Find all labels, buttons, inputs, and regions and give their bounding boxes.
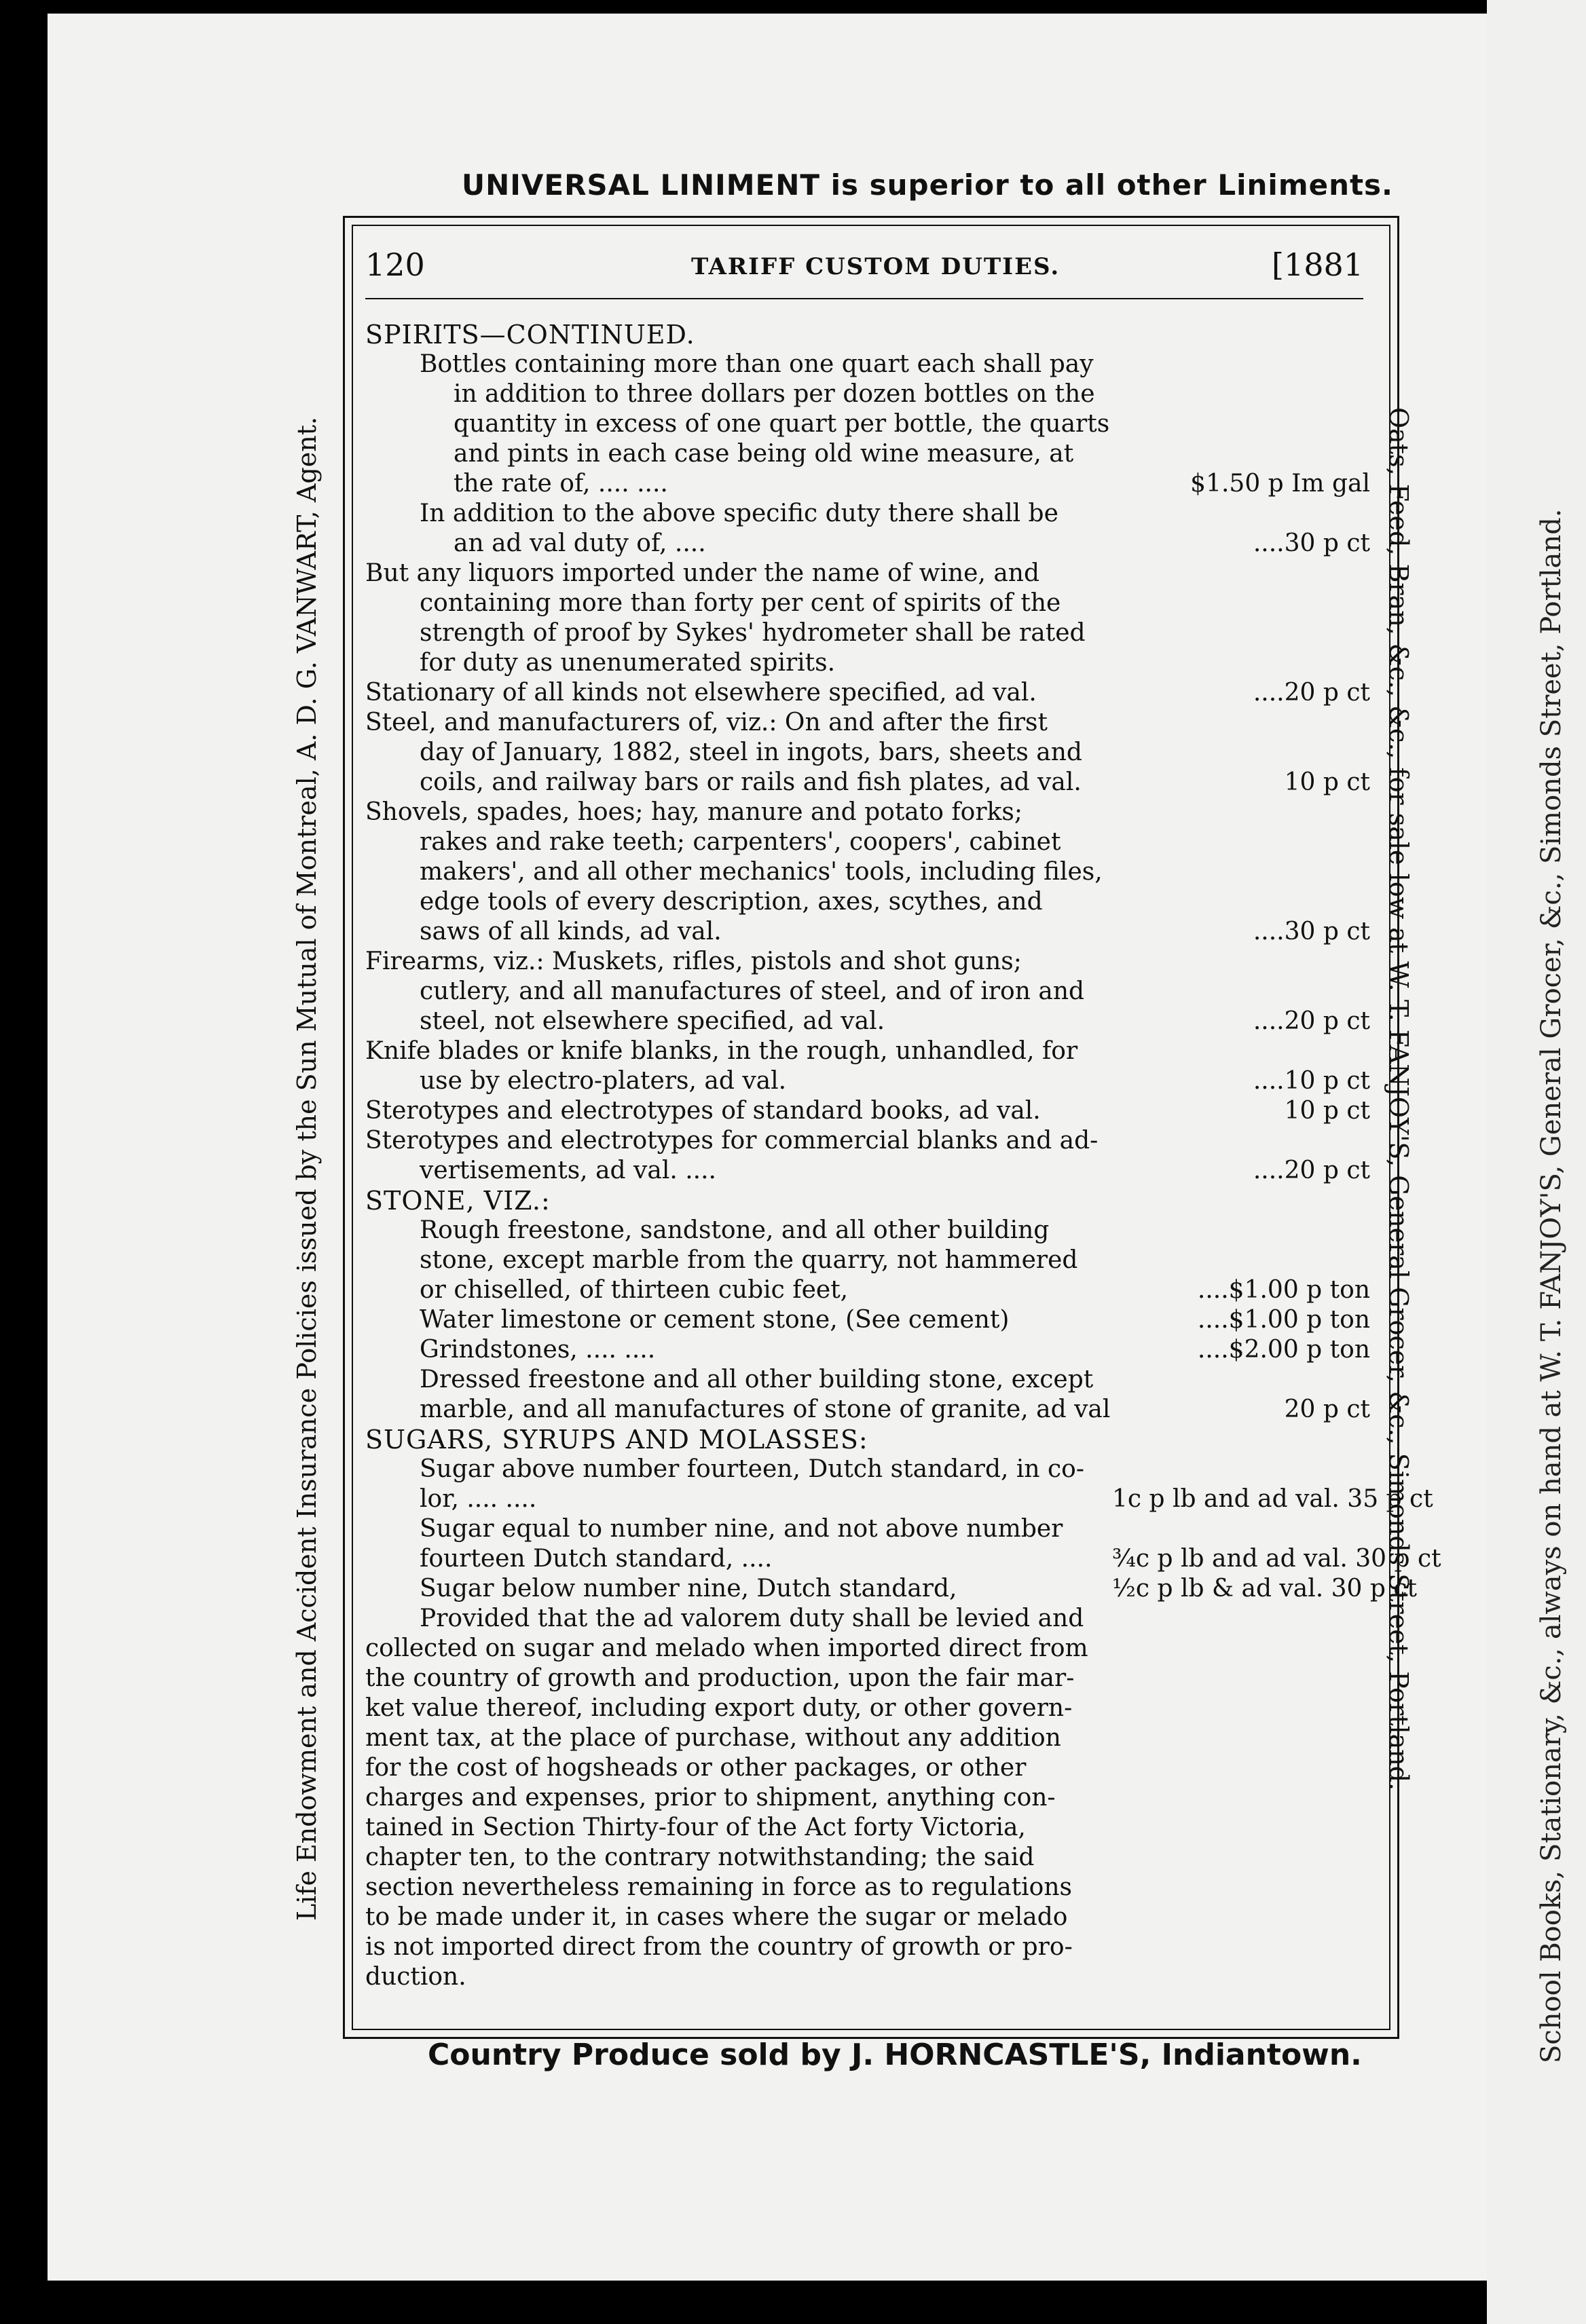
- tariff-line-text: SPIRITS—CONTINUED.: [365, 320, 695, 350]
- tariff-line-text: Knife blades or knife blanks, in the rough, unhandled, for: [365, 1037, 1078, 1065]
- tariff-line-text: lor, .... ....: [420, 1485, 537, 1513]
- tariff-line-text: rakes and rake teeth; carpenters', coopers', cabinet: [420, 828, 1061, 856]
- tariff-line-text: cutlery, and all manufactures of steel, and of iron and: [420, 977, 1085, 1005]
- tariff-line-text: or chiselled, of thirteen cubic feet,: [420, 1276, 849, 1304]
- tariff-line-text: But any liquors imported under the name of wine, and: [365, 559, 1040, 587]
- tariff-line-text: Steel, and manufacturers of, viz.: On and after the first: [365, 709, 1048, 736]
- tariff-line-text: for duty as unenumerated spirits.: [420, 649, 836, 677]
- duty-rate: ....20 p ct: [1253, 679, 1370, 707]
- tariff-line-text: makers', and all other mechanics' tools, including files,: [420, 858, 1103, 886]
- tariff-line-text: an ad val duty of, ....: [454, 529, 706, 557]
- tariff-line: [365, 1813, 1370, 1843]
- tariff-line-text: Sterotypes and electrotypes for commercial blanks and ad-: [365, 1127, 1099, 1155]
- tariff-line-text: Sterotypes and electrotypes of standard books, ad val.: [365, 1097, 1041, 1125]
- duty-rate: 1c p lb and ad val. 35 p ct: [1112, 1485, 1433, 1513]
- tariff-line: [365, 1723, 1370, 1753]
- duty-rate: 10 p ct: [1284, 1097, 1370, 1125]
- tariff-line: [365, 1245, 1370, 1275]
- duty-rate: 20 p ct: [1284, 1395, 1370, 1423]
- duty-rate: ¾c p lb and ad val. 30 p ct: [1112, 1545, 1441, 1573]
- tariff-line-text: strength of proof by Sykes' hydrometer shall be rated: [420, 619, 1086, 647]
- tariff-line-text: ket value thereof, including export duty, or other govern-: [365, 1694, 1073, 1722]
- tariff-line-text: Rough freestone, sandstone, and all other building: [420, 1216, 1050, 1244]
- tariff-line: [365, 1066, 1370, 1096]
- tariff-line-text: SUGARS, SYRUPS AND MOLASSES:: [365, 1425, 868, 1455]
- tariff-line-text: fourteen Dutch standard, ....: [420, 1545, 773, 1573]
- tariff-line-text: collected on sugar and melado when imported direct from: [365, 1634, 1088, 1662]
- tariff-line-text: Dressed freestone and all other building stone, except: [420, 1366, 1094, 1393]
- page-frame: [343, 216, 1441, 2039]
- duty-rate: ....20 p ct: [1253, 1157, 1370, 1184]
- tariff-line-text: ment tax, at the place of purchase, without any addition: [365, 1724, 1061, 1752]
- tariff-line: [365, 1156, 1370, 1186]
- tariff-line-text: section nevertheless remaining in force as to regulations: [365, 1873, 1072, 1901]
- tariff-line-text: Sugar below number nine, Dutch standard,: [420, 1575, 957, 1603]
- duty-rate: ....$1.00 p ton: [1197, 1276, 1370, 1304]
- left-margin-advertisement: Life Endowment and Accident Insurance Policies issued by the Sun Mutual of Montreal, A. D. G. VANWART, Agent.: [292, 416, 322, 1921]
- tariff-line: [365, 1843, 1370, 1873]
- tariff-line: [365, 1425, 1370, 1455]
- tariff-line-text: Stationary of all kinds not elsewhere specified, ad val.: [365, 679, 1037, 707]
- tariff-line: [365, 1186, 1370, 1216]
- tariff-line-text: vertisements, ad val. ....: [420, 1157, 716, 1184]
- tariff-line: [365, 1962, 1370, 1992]
- tariff-line: [365, 1873, 1370, 1903]
- tariff-line: [365, 887, 1370, 917]
- tariff-line: [365, 1455, 1370, 1484]
- tariff-line: [365, 379, 1370, 409]
- tariff-line: [365, 648, 1370, 678]
- tariff-line: [365, 1126, 1370, 1156]
- tariff-line: [365, 917, 1370, 947]
- tariff-line-text: Sugar equal to number nine, and not above number: [420, 1515, 1063, 1543]
- tariff-line-text: the country of growth and production, upon the fair mar-: [365, 1664, 1075, 1692]
- tariff-line-text: marble, and all manufactures of stone of granite, ad val: [420, 1395, 1111, 1423]
- tariff-line: [365, 1604, 1370, 1634]
- duty-rate: ....$2.00 p ton: [1197, 1336, 1370, 1364]
- tariff-line: [365, 1693, 1370, 1723]
- tariff-line-text: charges and expenses, prior to shipment, anything con-: [365, 1784, 1056, 1812]
- tariff-line: [365, 947, 1370, 977]
- page-year: [1881: [1271, 246, 1363, 283]
- duty-rate: ....30 p ct: [1253, 529, 1370, 557]
- tariff-line: [365, 1514, 1370, 1544]
- tariff-line-text: quantity in excess of one quart per bottle, the quarts: [454, 410, 1110, 438]
- tariff-line-text: for the cost of hogsheads or other packages, or other: [365, 1754, 1027, 1782]
- tariff-line-text: edge tools of every description, axes, scythes, and: [420, 888, 1043, 916]
- tariff-line: [365, 1932, 1370, 1962]
- tariff-line-text: tained in Section Thirty-four of the Act forty Victoria,: [365, 1814, 1026, 1841]
- tariff-line: [365, 1036, 1370, 1066]
- header-rule: [365, 298, 1363, 299]
- tariff-line-text: the rate of, .... ....: [454, 470, 668, 498]
- tariff-line-text: Shovels, spades, hoes; hay, manure and potato forks;: [365, 798, 1022, 826]
- tariff-line: [365, 1365, 1370, 1395]
- tariff-line-text: Provided that the ad valorem duty shall be levied and: [420, 1605, 1084, 1632]
- tariff-line: [365, 738, 1370, 768]
- tariff-line: [365, 409, 1370, 439]
- spine-advertisement: School Books, Stationary, &c., always on hand at W. T. FANJOY'S, General Grocer, &c., Simonds Street, Portland.: [1536, 508, 1567, 2063]
- tariff-line: [365, 1574, 1417, 1604]
- tariff-line: [365, 499, 1370, 529]
- tariff-line: [365, 1753, 1370, 1783]
- tariff-line-text: coils, and railway bars or rails and fish plates, ad val.: [420, 768, 1082, 796]
- tariff-line-text: Bottles containing more than one quart each shall pay: [420, 350, 1094, 378]
- tariff-line: [365, 1007, 1370, 1036]
- duty-rate: $1.50 p Im gal: [1190, 470, 1370, 498]
- tariff-line: [365, 1275, 1370, 1305]
- tariff-line: [365, 1544, 1441, 1574]
- tariff-line-text: STONE, VIZ.:: [365, 1186, 551, 1216]
- top-advertisement: UNIVERSAL LINIMENT is superior to all other Liniments.: [462, 168, 1393, 202]
- tariff-line-text: In addition to the above specific duty there shall be: [420, 500, 1058, 527]
- tariff-line-text: chapter ten, to the contrary notwithstanding; the said: [365, 1843, 1035, 1871]
- tariff-line: [365, 469, 1370, 499]
- tariff-line-text: day of January, 1882, steel in ingots, bars, sheets and: [420, 738, 1082, 766]
- tariff-line-text: Grindstones, .... ....: [420, 1336, 656, 1364]
- page-title: TARIFF CUSTOM DUTIES.: [691, 253, 1061, 280]
- tariff-line: [365, 1783, 1370, 1813]
- duty-rate: ½c p lb & ad val. 30 p ct: [1112, 1575, 1417, 1603]
- tariff-line: [365, 827, 1370, 857]
- page-header: [365, 246, 1363, 287]
- tariff-line: [365, 1216, 1370, 1245]
- bottom-advertisement: Country Produce sold by J. HORNCASTLE'S, Indiantown.: [428, 2038, 1362, 2072]
- tariff-line: [365, 1903, 1370, 1932]
- duty-rate: 10 p ct: [1284, 768, 1370, 796]
- tariff-line: [365, 559, 1370, 588]
- duty-rate: ....20 p ct: [1253, 1007, 1370, 1035]
- tariff-line: [365, 1634, 1370, 1664]
- tariff-line: [365, 857, 1370, 887]
- tariff-line-text: Firearms, viz.: Muskets, rifles, pistols and shot guns;: [365, 948, 1022, 975]
- tariff-line-text: Water limestone or cement stone, (See cement): [420, 1306, 1010, 1334]
- tariff-line-text: use by electro-platers, ad val.: [420, 1067, 787, 1095]
- tariff-line-text: Sugar above number fourteen, Dutch standard, in co-: [420, 1455, 1085, 1483]
- tariff-line: [365, 529, 1370, 559]
- tariff-line: [365, 1395, 1370, 1425]
- tariff-line-text: duction.: [365, 1963, 466, 1991]
- tariff-line: [365, 588, 1370, 618]
- tariff-line-text: containing more than forty per cent of spirits of the: [420, 589, 1061, 617]
- tariff-line-text: in addition to three dollars per dozen bottles on the: [454, 380, 1095, 408]
- tariff-line: [365, 977, 1370, 1007]
- tariff-line-text: steel, not elsewhere specified, ad val.: [420, 1007, 885, 1035]
- tariff-line: [365, 798, 1370, 827]
- tariff-line-text: saws of all kinds, ad val.: [420, 918, 722, 945]
- tariff-line-text: and pints in each case being old wine measure, at: [454, 440, 1074, 468]
- tariff-line: [365, 350, 1370, 379]
- tariff-line-text: is not imported direct from the country of growth or pro-: [365, 1933, 1073, 1961]
- tariff-line: [365, 1484, 1433, 1514]
- tariff-line: [365, 320, 1370, 350]
- page-number: 120: [365, 246, 425, 283]
- duty-rate: ....10 p ct: [1253, 1067, 1370, 1095]
- tariff-line-text: to be made under it, in cases where the sugar or melado: [365, 1903, 1068, 1931]
- right-margin-advertisement: Oats, Feed, Bran, &c., &c., for sale low at W. T. FANJOY'S, General Grocer, &c., Simonds Street, Portland.: [1384, 407, 1414, 1791]
- tariff-line: [365, 439, 1370, 469]
- tariff-line: [365, 1664, 1370, 1693]
- tariff-line: [365, 708, 1370, 738]
- tariff-line: [365, 678, 1370, 708]
- tariff-line: [365, 1305, 1370, 1335]
- tariff-line: [365, 1096, 1370, 1126]
- tariff-line-text: stone, except marble from the quarry, not hammered: [420, 1246, 1078, 1274]
- tariff-line: [365, 618, 1370, 648]
- tariff-line: [365, 1335, 1370, 1365]
- duty-rate: ....30 p ct: [1253, 918, 1370, 945]
- tariff-line: [365, 768, 1370, 798]
- duty-rate: ....$1.00 p ton: [1197, 1306, 1370, 1334]
